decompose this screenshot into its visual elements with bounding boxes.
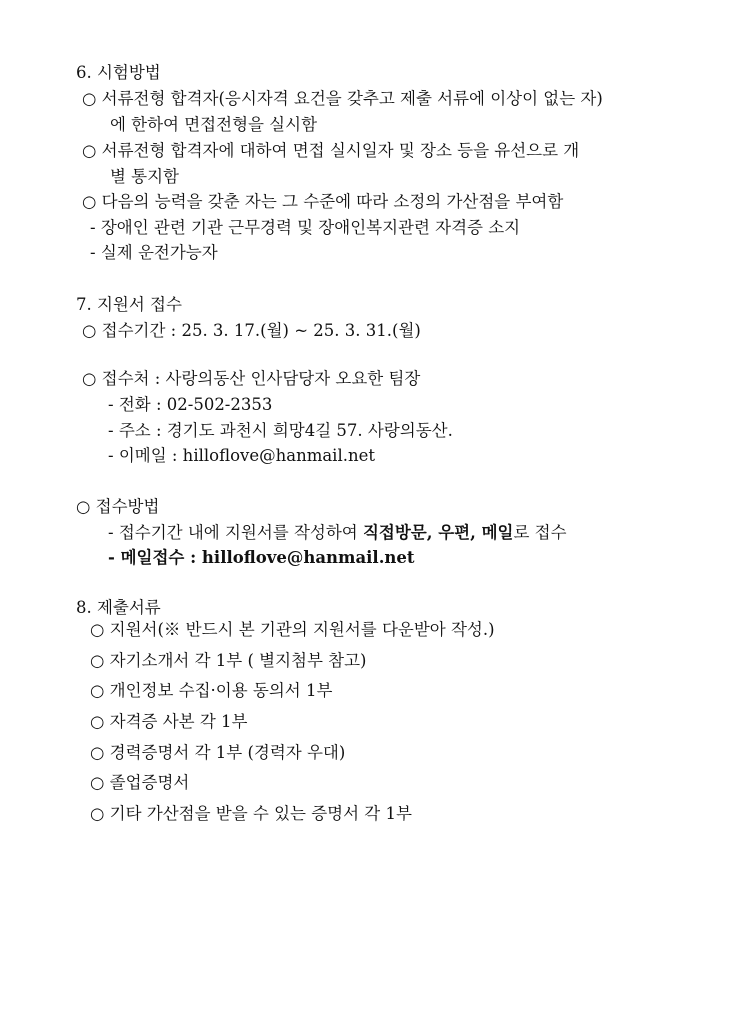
section7-heading: 7. 지원서 접수 [76,295,182,314]
application-place: ○ 접수처 : 사랑의동산 인사담당자 오요한 팀장 [82,369,421,388]
document-item-5: ○ 경력증명서 각 1부 (경력자 우대) [90,743,346,762]
contact-address: - 주소 : 경기도 과천시 희망4길 57. 사랑의동산. [108,421,453,440]
method-line-1-bold: 직접방문, 우편, 메일 [362,523,514,542]
section6-subitem-2: - 실제 운전가능자 [90,243,218,262]
document-item-6: ○ 졸업증명서 [90,773,190,792]
method-heading: ○ 접수방법 [76,497,160,516]
section6-subitem-1: - 장애인 관련 기관 근무경력 및 장애인복지관련 자격증 소지 [90,218,521,237]
document-item-4: ○ 자격증 사본 각 1부 [90,712,248,731]
document-item-2: ○ 자기소개서 각 1부 ( 별지첨부 참고) [90,651,367,670]
section6-item-1: ○ 서류전형 합격자(응시자격 요건을 갖추고 제출 서류에 이상이 없는 자) [82,89,603,108]
contact-phone: - 전화 : 02-502-2353 [108,395,273,414]
application-period: ○ 접수기간 : 25. 3. 17.(월) ~ 25. 3. 31.(월) [82,321,421,340]
section8-heading: 8. 제출서류 [76,598,161,617]
method-line-1-suffix: 로 접수 [513,523,567,542]
section6-item-1-cont: 에 한하여 면접전형을 실시함 [110,115,318,134]
document-item-1: ○ 지원서(※ 반드시 본 기관의 지원서를 다운받아 작성.) [90,620,495,639]
method-line-1 [108,522,567,544]
document-item-7: ○ 기타 가산점을 받을 수 있는 증명서 각 1부 [90,804,412,823]
method-line-2: - 메일접수 : hilloflove@hanmail.net [108,548,415,567]
section6-item-3: ○ 다음의 능력을 갖춘 자는 그 수준에 따라 소정의 가산점을 부여함 [82,192,564,211]
section6-heading: 6. 시험방법 [76,63,161,82]
method-line-1-prefix: - 접수기간 내에 지원서를 작성하여 [108,523,363,542]
document-item-3: ○ 개인정보 수집·이용 동의서 1부 [90,681,333,700]
section6-item-2-cont: 별 통지함 [110,167,180,186]
contact-email: - 이메일 : hilloflove@hanmail.net [108,446,375,465]
section6-item-2: ○ 서류전형 합격자에 대하여 면접 실시일자 및 장소 등을 유선으로 개 [82,141,580,160]
